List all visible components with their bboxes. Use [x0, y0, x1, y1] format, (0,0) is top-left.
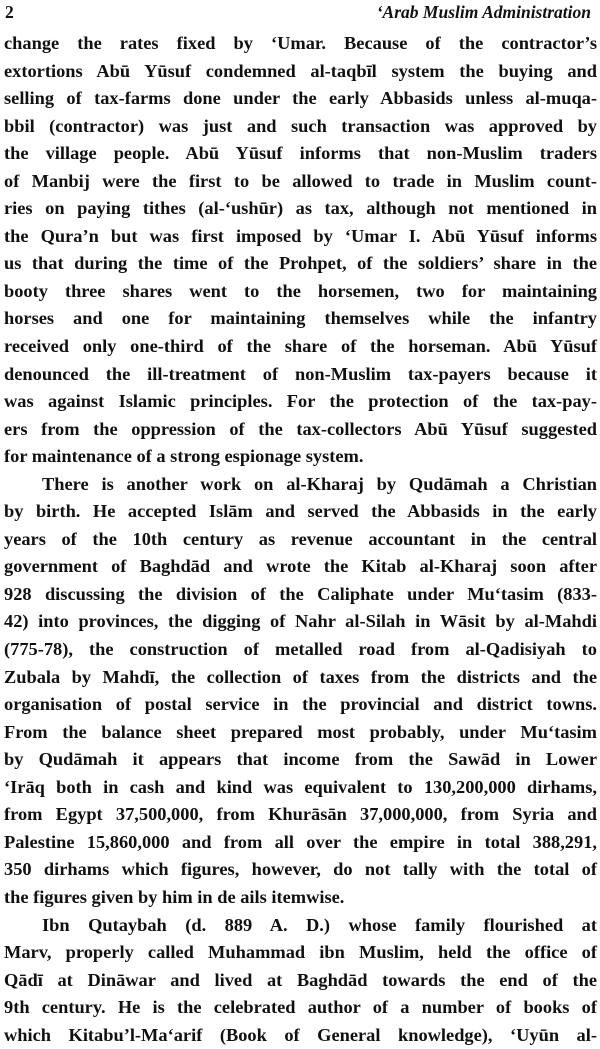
paragraph-2 — [4, 471, 597, 912]
text-line: 928 discussing the division of the Caliphate under Mu‘tasim (833- — [4, 581, 597, 609]
text-line: There is another work on al-Kharaj by Qudāmah a Christian — [4, 471, 597, 499]
text-line: for maintenance of a strong espionage system. — [4, 443, 597, 471]
text-line: received only one-third of the share of the horseman. Abū Yūsuf — [4, 333, 597, 361]
text-line: from Egypt 37,500,000, from Khurāsān 37,000,000, from Syria and — [4, 801, 597, 829]
paragraph-1 — [4, 30, 597, 471]
text-line: the Qura’n but was first imposed by ‘Umar I. Abū Yūsuf informs — [4, 223, 597, 251]
text-line: selling of tax-farms done under the early Abbasids unless al-muqa- — [4, 85, 597, 113]
text-line: ers from the oppression of the tax-collectors Abū Yūsuf suggested — [4, 416, 597, 444]
text-line: 350 dirhams which figures, however, do not tally with the total of — [4, 856, 597, 884]
text-line: change the rates fixed by ‘Umar. Because of the contractor’s — [4, 30, 597, 58]
text-line: Ibn Qutaybah (d. 889 A. D.) whose family flourished at — [4, 912, 597, 940]
text-line: booty three shares went to the horsemen, two for maintaining — [4, 278, 597, 306]
text-line: bbil (contractor) was just and such transaction was approved by — [4, 113, 597, 141]
paragraph-3 — [4, 912, 597, 1049]
text-line: ries on paying tithes (al-‘ushūr) as tax, although not mentioned in — [4, 195, 597, 223]
page-number: 2 — [4, 2, 14, 23]
text-line: Palestine 15,860,000 and from all over the empire in total 388,291, — [4, 829, 597, 857]
text-line: Marv, properly called Muhammad ibn Muslim, held the office of — [4, 939, 597, 967]
text-line: 9th century. He is the celebrated author of a number of books of — [4, 994, 597, 1022]
text-line: the figures given by him in de ails itemwise. — [4, 884, 597, 912]
text-line: From the balance sheet prepared most probably, under Mu‘tasim — [4, 719, 597, 747]
text-line: by birth. He accepted Islām and served the Abbasids in the early — [4, 498, 597, 526]
running-title: ‘Arab Muslim Administration — [377, 2, 597, 23]
page-header — [4, 0, 597, 30]
text-line: us that during the time of the Prohpet, of the soldiers’ share in the — [4, 250, 597, 278]
text-line: organisation of postal service in the provincial and district towns. — [4, 691, 597, 719]
text-line: 42) into provinces, the digging of Nahr al-Silah in Wāsit by al-Mahdi — [4, 608, 597, 636]
text-line: of Manbij were the first to be allowed to trade in Muslim count- — [4, 168, 597, 196]
body-text — [4, 30, 597, 1049]
text-line: Qādī at Dināwar and lived at Baghdād towards the end of the — [4, 967, 597, 995]
text-line: (775-78), the construction of metalled road from al-Qadisiyah to — [4, 636, 597, 664]
text-line: ‘Irāq both in cash and kind was equivalent to 130,200,000 dirhams, — [4, 774, 597, 802]
text-line: extortions Abū Yūsuf condemned al-taqbīl system the buying and — [4, 58, 597, 86]
text-line: which Kitabu’l-Ma‘arif (Book of General knowledge), ‘Uyūn al- — [4, 1022, 597, 1049]
text-line: the village people. Abū Yūsuf informs that non-Muslim traders — [4, 140, 597, 168]
text-line: was against Islamic principles. For the protection of the tax-pay- — [4, 388, 597, 416]
text-line: horses and one for maintaining themselves while the infantry — [4, 305, 597, 333]
text-line: Zubala by Mahdī, the collection of taxes from the districts and the — [4, 664, 597, 692]
text-line: government of Baghdād and wrote the Kitab al-Kharaj soon after — [4, 553, 597, 581]
text-line: denounced the ill-treatment of non-Muslim tax-payers because it — [4, 361, 597, 389]
text-line: years of the 10th century as revenue accountant in the central — [4, 526, 597, 554]
text-line: by Qudāmah it appears that income from the Sawād in Lower — [4, 746, 597, 774]
